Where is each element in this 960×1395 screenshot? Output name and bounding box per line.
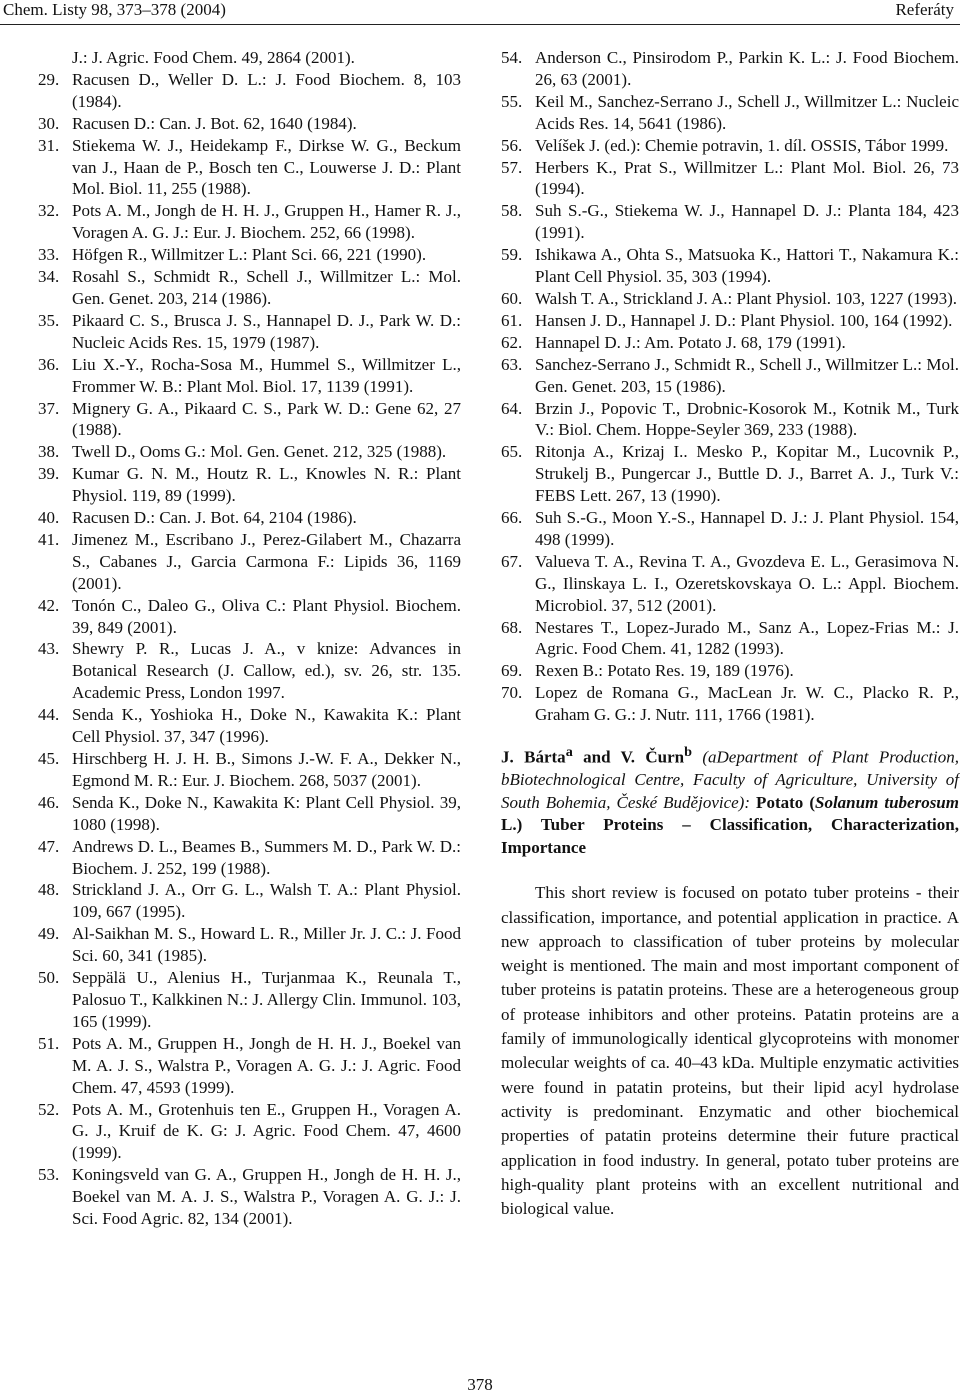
reference-item — [501, 682, 959, 726]
reference-item — [501, 660, 959, 682]
reference-text: Liu X.-Y., Rocha-Sosa M., Hummel S., Willmitzer L., Frommer W. B.: Plant Mol. Biol. 17, 1139 (1991). — [72, 354, 461, 396]
reference-item — [38, 69, 461, 113]
reference-text: Twell D., Ooms G.: Mol. Gen. Genet. 212, 325 (1988). — [72, 442, 447, 462]
reference-item — [501, 310, 959, 332]
reference-number: 59. — [501, 245, 523, 265]
reference-item — [38, 638, 461, 704]
reference-text: Herbers K., Prat S., Willmitzer L.: Plant Mol. Biol. 26, 73 (1994). — [535, 157, 959, 199]
reference-text: Koningsveld van G. A., Gruppen H., Jongh de H. H. J., Boekel van M. A. J. S., Walstra P., Voragen A. G. J.: J. Sci. Food Agric. 82, 134 (2001). — [72, 1165, 461, 1229]
journal-citation: Chem. Listy 98, 373–378 (2004) — [3, 0, 226, 19]
summary-affiliation: (aDepartment of Plant Production, bBiotechnological Centre, Faculty of Agriculture, University of South Bohemia, České Budějovice): — [501, 747, 960, 812]
reference-text: Ritonja A., Krizaj I.. Mesko P., Kopitar M., Lucovnik P., Strukelj B., Pungercar J., Buttle D. J., Barret A. J., Turk V.: FEBS Lett. 267, 13 (1990). — [535, 442, 959, 506]
reference-item — [501, 91, 959, 135]
reference-number: 42. — [38, 595, 60, 615]
reference-item — [38, 1164, 461, 1230]
reference-item — [38, 441, 461, 463]
reference-text: Höfgen R., Willmitzer L.: Plant Sci. 66, 221 (1990). — [72, 245, 427, 265]
reference-item — [38, 704, 461, 748]
reference-number: 31. — [38, 135, 60, 155]
reference-number: 43. — [38, 639, 60, 659]
reference-number: 51. — [38, 1033, 60, 1053]
reference-number: 36. — [38, 354, 60, 374]
reference-item — [38, 200, 461, 244]
reference-text: Ishikawa A., Ohta S., Matsuoka K., Hattori T., Nakamura K.: Plant Cell Physiol. 35, 303 (1994). — [535, 245, 959, 287]
reference-item — [38, 748, 461, 792]
reference-number: 55. — [501, 91, 523, 111]
reference-item — [38, 967, 461, 1033]
reference-text: Anderson C., Pinsirodom P., Parkin K. L.: J. Food Biochem. 26, 63 (2001). — [535, 48, 959, 89]
reference-item — [501, 441, 959, 507]
reference-number: 41. — [38, 529, 60, 549]
reference-item — [501, 157, 959, 201]
reference-text: Walsh T. A., Strickland J. A.: Plant Physiol. 103, 1227 (1993). — [535, 288, 958, 308]
reference-text: Strickland J. A., Orr G. L., Walsh T. A.: Plant Physiol. 109, 667 (1995). — [72, 880, 461, 922]
reference-text: Pikaard C. S., Brusca J. S., Hannapel D. J., Park W. D.: Nucleic Acids Res. 15, 1979 (1987). — [72, 310, 461, 352]
reference-number: 29. — [38, 69, 60, 89]
reference-number: 68. — [501, 617, 523, 637]
summary-author-1: J. Bárta — [501, 747, 566, 767]
reference-number: 64. — [501, 398, 523, 418]
reference-number: 61. — [501, 310, 523, 330]
reference-item — [38, 836, 461, 880]
summary-abstract: This short review is focused on potato tuber proteins - their classification, importance, and potential application in practice. A new approach to classification of tuber proteins by molecular weight is mentioned. The main and most important component of tuber proteins is patatin proteins. These are a heterogeneous group of protease inhibitors and other proteins. Patatin proteins are a family of immunologically identical glycoproteins with monomer molecular weights of ca. 40–43 kDa. Multiple enzymatic activities were found in patatin proteins, but their lipid acyl hydrolase activity is predominant. Enzymatic and other biochemical properties of patatin proteins determine their future practical application in food industry. In general, potato tuber proteins are high-quality plant proteins with an excellent nutritional and biological value. — [501, 883, 959, 1219]
reference-number: 63. — [501, 354, 523, 374]
reference-number: 58. — [501, 201, 523, 221]
reference-item — [38, 463, 461, 507]
reference-text: Suh S.-G., Moon Y.-S., Hannapel D. J.: J. Plant Physiol. 154, 498 (1999). — [535, 508, 959, 549]
reference-item — [38, 244, 461, 266]
reference-item — [38, 879, 461, 923]
reference-text: Pots A. M., Grotenhuis ten E., Gruppen H., Voragen A. G. J., Kruif de K. G: J. Agric. Food Chem. 47, 4600 (1999). — [72, 1099, 461, 1163]
summary-sup-a: a — [565, 744, 573, 761]
reference-text: Pots A. M., Gruppen H., Jongh de H. H. J., Boekel van M. A. J. S., Walstra P., Voragen A. G. J.: J. Agric. Food Chem. 47, 4593 (1999). — [72, 1033, 461, 1097]
reference-item — [501, 244, 959, 288]
reference-text: Kumar G. N. M., Houtz R. L., Knowles N. R.: Plant Physiol. 119, 89 (1999). — [72, 464, 461, 506]
reference-item — [501, 332, 959, 354]
reference-text: Senda K., Yoshioka H., Doke N., Kawakita K.: Plant Cell Physiol. 37, 347 (1996). — [72, 705, 461, 747]
reference-text: Andrews D. L., Beames B., Summers M. D., Park W. D.: Biochem. J. 252, 199 (1988). — [72, 836, 461, 878]
reference-text: Mignery G. A., Pikaard C. S., Park W. D.: Gene 62, 27 (1988). — [72, 398, 461, 440]
reference-text: Lopez de Romana G., MacLean Jr. W. C., Placko R. P., Graham G. G.: J. Nutr. 111, 1766 (1981). — [535, 683, 959, 725]
header-divider — [0, 24, 960, 25]
reference-item — [38, 792, 461, 836]
reference-number: 46. — [38, 792, 60, 812]
reference-text: Stiekema W. J., Heidekamp F., Dirkse W. G., Beckum van J., Haan de P., Bosch ten C., Louwerse J. D.: Plant Mol. Biol. 11, 255 (1988). — [72, 135, 461, 199]
reference-text: Hansen J. D., Hannapel J. D.: Plant Physiol. 100, 164 (1992). — [535, 310, 953, 330]
reference-number: 48. — [38, 880, 60, 900]
reference-item — [501, 135, 959, 157]
reference-text: Hirschberg H. J. H. B., Simons J.-W. F. A., Dekker N., Egmond M. R.: Eur. J. Biochem. 268, 5037 (2001). — [72, 749, 461, 790]
page-number: 378 — [467, 1375, 493, 1394]
reference-text: Racusen D., Weller D. L.: J. Food Biochem. 8, 103 (1984). — [72, 69, 461, 111]
reference-text: Hannapel D. J.: Am. Potato J. 68, 179 (1991). — [535, 332, 846, 352]
reference-number: 38. — [38, 442, 60, 462]
reference-text: Pots A. M., Jongh de H. H. J., Gruppen H., Hamer R. J., Voragen A. G. J.: Eur. J. Biochem. 252, 66 (1998). — [72, 201, 461, 243]
summary-title-part-2: L.) Tuber Proteins – Classification, Characterization, Importance — [501, 815, 959, 857]
reference-text: Shewry P. R., Lucas J. A., v knize: Advances in Botanical Research (J. Callow, ed.), sv. 26, str. 135. Academic Press, London 1997. — [72, 639, 461, 703]
reference-number: 69. — [501, 661, 523, 681]
reference-item — [38, 507, 461, 529]
reference-number: 65. — [501, 442, 523, 462]
reference-item — [38, 266, 461, 310]
reference-item — [38, 1099, 461, 1165]
reference-item — [38, 113, 461, 135]
reference-number: 53. — [38, 1165, 60, 1185]
section-name: Referáty — [895, 0, 954, 19]
reference-number: 60. — [501, 288, 523, 308]
reference-number: 47. — [38, 836, 60, 856]
reference-text: Sanchez-Serrano J., Schmidt R., Schell J., Willmitzer L.: Mol. Gen. Genet. 203, 15 (1986). — [535, 354, 959, 396]
page-header — [0, 0, 960, 24]
reference-number: 52. — [38, 1099, 60, 1119]
reference-text: Jimenez M., Escribano J., Perez-Gilabert M., Chazarra S., Cabanes J., Garcia Carmona F.: Lipids 36, 1169 (2001). — [72, 529, 461, 593]
reference-number: 45. — [38, 749, 60, 768]
reference-text: Tonón C., Daleo G., Oliva C.: Plant Physiol. Biochem. 39, 849 (2001). — [72, 595, 461, 637]
reference-number: 67. — [501, 551, 523, 571]
reference-text: Senda K., Doke N., Kawakita K: Plant Cell Physiol. 39, 1080 (1998). — [72, 792, 461, 834]
reference-item — [501, 507, 959, 551]
reference-item — [501, 47, 959, 91]
reference-item — [38, 1033, 461, 1099]
reference-item — [501, 354, 959, 398]
reference-number: 70. — [501, 683, 523, 703]
reference-number: 44. — [38, 705, 60, 725]
reference-item — [501, 617, 959, 661]
reference-number: 66. — [501, 508, 523, 528]
reference-item — [38, 47, 461, 69]
summary-author-2: and V. Čurn — [572, 747, 685, 767]
reference-number — [38, 47, 72, 69]
reference-item — [38, 923, 461, 967]
reference-number: 30. — [38, 113, 60, 133]
reference-text: Nestares T., Lopez-Jurado M., Sanz A., Lopez-Frias M.: J. Agric. Food Chem. 41, 1282 (1993). — [535, 617, 959, 659]
reference-text: Seppälä U., Alenius H., Turjanmaa K., Reunala T., Palosuo T., Kalkkinen N.: J. Allergy Clin. Immunol. 103, 165 (1999). — [72, 968, 461, 1031]
reference-number: 50. — [38, 968, 60, 988]
reference-number: 49. — [38, 924, 60, 944]
reference-item — [501, 551, 959, 617]
reference-number: 56. — [501, 135, 523, 155]
right-reference-list — [501, 47, 959, 726]
summary-sup-b: b — [684, 744, 692, 761]
reference-text: Racusen D.: Can. J. Bot. 64, 2104 (1986). — [72, 508, 357, 528]
reference-text: Al-Saikhan M. S., Howard L. R., Miller Jr. J. C.: J. Food Sci. 60, 341 (1985). — [72, 924, 461, 966]
reference-number: 37. — [38, 398, 60, 418]
reference-number: 39. — [38, 464, 60, 484]
right-column — [501, 47, 959, 1221]
reference-item — [38, 398, 461, 442]
reference-number: 33. — [38, 245, 60, 265]
reference-text: Rexen B.: Potato Res. 19, 189 (1976). — [535, 661, 794, 681]
summary-title-part-1: Potato ( — [750, 792, 815, 812]
reference-number: 57. — [501, 157, 523, 177]
reference-text: Rosahl S., Schmidt R., Schell J., Willmitzer L.: Mol. Gen. Genet. 203, 214 (1986). — [72, 267, 461, 308]
reference-text: Suh S.-G., Stiekema W. J., Hannapel D. J.: Planta 184, 423 (1991). — [535, 201, 959, 243]
reference-number: 35. — [38, 310, 60, 330]
reference-item — [38, 354, 461, 398]
reference-item — [501, 200, 959, 244]
reference-item — [501, 398, 959, 442]
reference-item — [38, 135, 461, 201]
reference-item — [38, 529, 461, 595]
reference-number: 32. — [38, 201, 60, 221]
english-summary-heading — [501, 741, 959, 859]
reference-number: 54. — [501, 48, 523, 67]
reference-text: J.: J. Agric. Food Chem. 49, 2864 (2001). — [72, 48, 355, 67]
reference-item — [501, 288, 959, 310]
reference-text: Valueva T. A., Revina T. A., Gvozdeva E. L., Gerasimova N. G., Ilinskaya L. I., Ozeretskovskaya O. L.: Appl. Biochem. Microbiol. 37, 512 (2001). — [535, 551, 959, 615]
left-column — [38, 47, 461, 1230]
reference-text: Velíšek J. (ed.): Chemie potravin, 1. díl. OSSIS, Tábor 1999. — [535, 135, 949, 155]
reference-number: 40. — [38, 508, 60, 528]
summary-title-species: Solanum tuberosum — [814, 792, 959, 812]
reference-text: Keil M., Sanchez-Serrano J., Schell J., Willmitzer L.: Nucleic Acids Res. 14, 5641 (1986). — [535, 91, 959, 133]
reference-item — [38, 310, 461, 354]
reference-number: 62. — [501, 332, 523, 352]
reference-text: Racusen D.: Can. J. Bot. 62, 1640 (1984). — [72, 113, 357, 133]
reference-number: 34. — [38, 267, 60, 287]
reference-text: Brzin J., Popovic T., Drobnic-Kosorok M., Kotnik M., Turk V.: Biol. Chem. Hoppe-Seyler 369, 233 (1988). — [535, 398, 959, 440]
reference-item — [38, 595, 461, 639]
